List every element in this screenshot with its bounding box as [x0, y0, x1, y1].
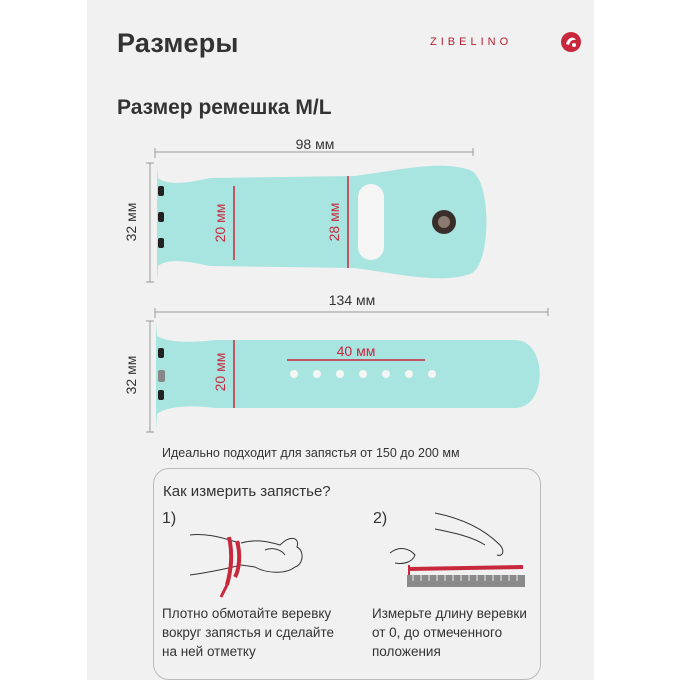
step-1-text: [162, 604, 334, 661]
howto-title: Как измерить запястье?: [163, 483, 331, 500]
size-subtitle: Размер ремешка M/L: [117, 96, 332, 119]
step-2-line: от 0, до отмеченного: [372, 625, 503, 640]
step-2-line: положения: [372, 644, 441, 659]
step-1-line: вокруг запястья и сделайте: [162, 625, 335, 640]
ruler-shape: [407, 575, 525, 587]
step-2-line: Измерьте длину веревки: [372, 606, 527, 621]
short-strap-diagram: [110, 130, 510, 290]
brand-logo-icon: [560, 31, 582, 53]
long-holes-label: 40 мм: [336, 343, 376, 359]
long-strap-diagram: [110, 290, 560, 440]
long-height-label: 32 мм: [123, 355, 139, 395]
strap-loop-hole: [358, 184, 384, 260]
step-1-line: на ней отметку: [162, 644, 256, 659]
short-height-label: 32 мм: [123, 202, 139, 242]
wrist-wrap-icon: [185, 515, 315, 600]
brand-name: ZIBELINO: [430, 36, 513, 48]
step-2-number: 2): [373, 510, 388, 527]
ruler-measure-icon: [385, 505, 530, 595]
long-inner-label: 20 мм: [212, 352, 228, 392]
short-inner-label: 20 мм: [212, 203, 228, 243]
short-length-label: 98 мм: [295, 136, 335, 152]
fit-range-text: Идеально подходит для запястья от 150 до 200 мм: [162, 446, 460, 460]
short-loop-label: 28 мм: [326, 202, 342, 242]
page-title: Размеры: [117, 28, 239, 58]
step-2-text: [372, 604, 527, 661]
long-length-label: 134 мм: [328, 292, 376, 308]
step-1-line: Плотно обмотайте веревку: [162, 606, 332, 621]
step-1-number: 1): [162, 510, 177, 527]
